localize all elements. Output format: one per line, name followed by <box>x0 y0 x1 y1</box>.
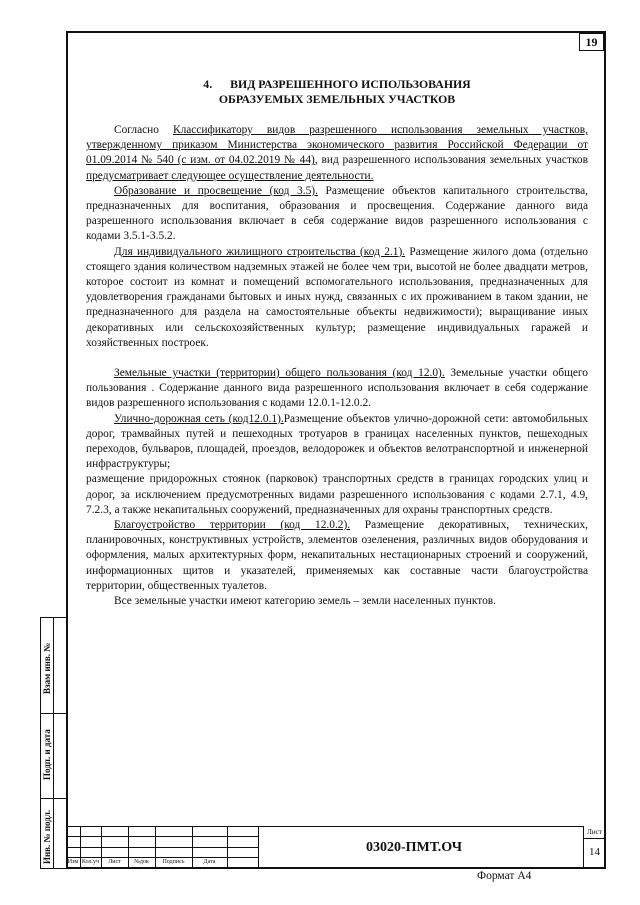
top-page-number: 19 <box>579 33 604 51</box>
stamp-col-line <box>227 826 228 869</box>
housing-heading: Для индивидуального жилищного строительства (код 2.1). <box>114 245 406 258</box>
stamp-top-line <box>66 826 583 827</box>
common-use-text: Земельные участки общего пользования . Содержание данного вида разрешенного использования включает в себя содержание видов разрешенного использования с кодами 12.0.1-12.0.2. <box>86 367 588 410</box>
land-category-paragraph: Все земельные участки имеют категорию земель – земли населенных пунктов. <box>114 595 496 608</box>
improvement-text: Размещение декоративных, технических, планировочных, конструктивных устройств, элементов озеленения, различных видов оборудования и оформления, малых архитектурных форм, некапитальных нестационарных строений и сооружений, информационных щитов и указателей, применяемых как составные части благоустройства территории, общественных туалетов. <box>86 519 588 592</box>
title-line-2: ОБРАЗУЕМЫХ ЗЕМЕЛЬНЫХ УЧАСТКОВ <box>218 91 456 106</box>
format-label: Формат А4 <box>477 870 532 882</box>
paragraph-gap <box>86 351 588 366</box>
intro-paragraph <box>86 123 588 184</box>
parking-paragraph: размещение придорожных стоянок (парковок) транспортных средств в границах городских улиц и дорог, за исключением предусмотренных видами разрешенного использования с кодами 2.7.1, 4.9, 7.2.3, а также некапитальных сооружений, предназначенных для охраны транспортных средств. <box>86 473 588 516</box>
podp-data-label: Подп. и дата <box>42 729 52 780</box>
street-network-heading: Улично-дорожная сеть (код12.0.1). <box>114 412 284 425</box>
col-izm: Изм <box>67 859 79 865</box>
common-use-paragraph <box>86 366 588 412</box>
col-kol-uch: Кол.уч <box>81 859 100 865</box>
col-data: Дата <box>203 859 216 865</box>
intro-prefix: Согласно <box>114 124 173 136</box>
left-binding-strip <box>40 617 68 869</box>
improvement-paragraph <box>86 518 588 594</box>
document-body <box>86 77 588 609</box>
intro-middle: , вид разрешенного использования земельных участков <box>314 154 588 167</box>
common-use-heading: Земельные участки (территории) общего пользования (код 12.0). <box>114 367 445 380</box>
title-line-1: ВИД РАЗРЕШЕННОГО ИСПОЛЬЗОВАНИЯ <box>230 77 471 91</box>
stamp-col-line <box>258 826 259 869</box>
improvement-heading: Благоустройство территории (код 12.0.2). <box>114 519 351 532</box>
sheet-label: Лист <box>587 828 602 836</box>
education-paragraph <box>86 184 588 245</box>
strip-row-line <box>41 713 68 714</box>
col-list: Лист <box>108 859 121 865</box>
sheet-box-line <box>583 838 606 839</box>
section-title <box>86 77 588 106</box>
activity-reference: предусматривает следующее осуществление деятельности. <box>86 169 374 182</box>
section-number: 4. <box>203 77 213 91</box>
document-code: 03020-ПМТ.ОЧ <box>366 840 463 855</box>
inv-podl-label: Инв. № подл. <box>42 809 52 864</box>
housing-paragraph <box>86 245 588 351</box>
education-text: Размещение объектов капитального строительства, предназначенных для воспитания, образования и просвещения. Содержание данного вида разрешенного использования включает в себя содержание видов разрешенного использования с кодами 3.5.1-3.5.2. <box>86 184 588 243</box>
housing-text: Размещение жилого дома (отдельно стоящего здания количеством надземных этажей не более чем три, высотой не более двадцати метров, которое состоит из комнат и помещений вспомогательного использования, предназначенных для удовлетворения гражданами бытовых и иных нужд, связанных с их проживанием в таком здании, не предназначенного для раздела на самостоятельные объекты недвижимости); выращивание иных декоративных или сельскохозяйственных культур; размещение индивидуальных гаражей и хозяйственных построек. <box>86 245 588 349</box>
education-heading: Образование и просвещение (код 3.5). <box>114 184 318 197</box>
street-network-paragraph <box>86 412 588 473</box>
strip-row-line <box>41 798 68 799</box>
strip-divider <box>53 618 54 868</box>
stamp-row-line <box>66 847 258 848</box>
title-block <box>66 826 606 869</box>
stamp-row-line <box>66 857 258 858</box>
col-podpis: Подпись <box>162 859 185 865</box>
sheet-number: 14 <box>589 846 600 858</box>
classifier-reference: Классификатору видов разрешенного использования земельных участков, утвержденному приказом Министерства экономического развития Российской Федерации от 01.09.2014 № 540 (с изм. от 04.02.2019 № 44) <box>86 124 588 167</box>
street-network-text: Размещение объектов улично-дорожной сети: автомобильных дорог, трамвайных путей и пешеходных тротуаров в границах населенных пунктов, пешеходных переходов, бульваров, площадей, проездов, велодорожек и объектов велотранспортной и инженерной инфраструктуры; <box>86 412 588 471</box>
col-ndok: №док <box>134 859 149 865</box>
vzam-inv-label: Взам инв. № <box>42 642 52 694</box>
stamp-row-line <box>66 836 258 837</box>
